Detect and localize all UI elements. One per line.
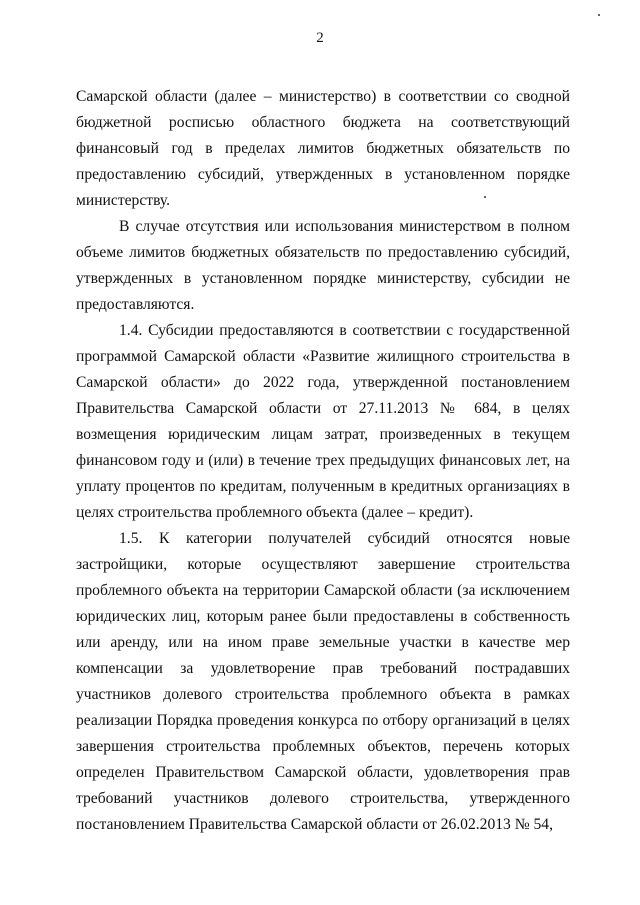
paragraph-continuation: Самарской области (далее – министерство) в соответствии со сводной бюджетной росписью областного бюджета на соответствующий финансовый год в пределах лимитов бюджетных обязательств по предоставлению субсидий, утвержденных в установленном порядке министерству. — [76, 88, 570, 209]
document-body — [76, 84, 570, 838]
page-number: 2 — [316, 30, 324, 46]
paragraph-limits-absence: В случае отсутствия или использования министерством в полном объеме лимитов бюджетных обязательств по предоставлению субсидий, утвержденных в установленном порядке министерству, субсидии не предоставляются. — [76, 218, 570, 313]
scan-speck — [598, 14, 600, 16]
scan-speck — [484, 196, 486, 198]
paragraph-1-4: 1.4. Субсидии предоставляются в соответствии с государственной программой Самарской области «Развитие жилищного строительства в Самарской области» до 2022 года, утвержденной постановлением Правительства Самарской области от 27.11.2013 № 684, в целях возмещения юридическим лицам затрат, произведенных в текущем финансовом году и (или) в течение трех предыдущих финансовых лет, на уплату процентов по кредитам, полученным в кредитных организациях в целях строительства проблемного объекта (далее – кредит). — [76, 322, 570, 521]
paragraph-1-5: 1.5. К категории получателей субсидий относятся новые застройщики, которые осуществляют завершение строительства проблемного объекта на территории Самарской области (за исключением юридических лиц, которым ранее были предоставлены в собственность или аренду, или на ином праве земельные участки в качестве мер компенсации за удовлетворение прав требований пострадавших участников долевого строительства проблемного объекта в рамках реализации Порядка проведения конкурса по отбору организаций в целях завершения строительства проблемных объектов, перечень которых определен Правительством Самарской области, удовлетворения прав требований участников долевого строительства, утвержденного постановлением Правительства Самарской области от 26.02.2013 № 54, — [76, 530, 570, 833]
